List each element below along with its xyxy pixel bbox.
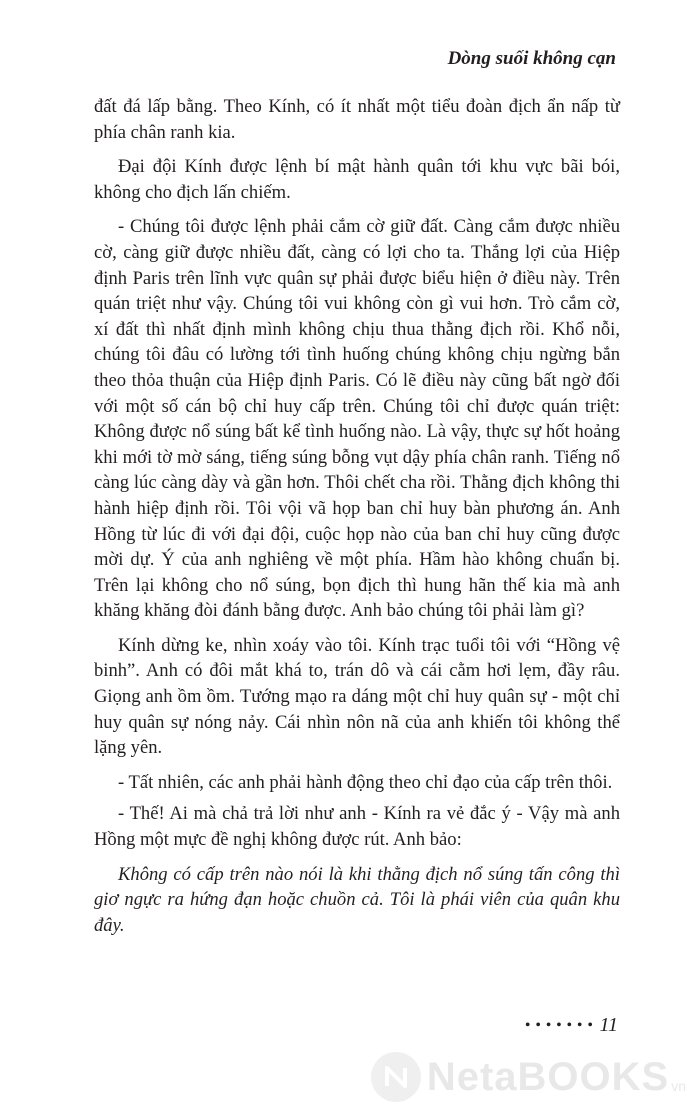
watermark-brand: NetaBOOKS <box>426 1054 670 1099</box>
page-footer <box>525 1014 618 1037</box>
watermark-tld: vn <box>671 1078 686 1094</box>
paragraph-4: Kính dừng ke, nhìn xoáy vào tôi. Kính trạc tuổi tôi với “Hồng vệ binh”. Anh có đôi mắt khá to, trán dô và cái cằm hơi lẹm, đầy râu. Giọng anh ồm ồm. Tướng mạo ra dáng một chỉ huy quân sự - một chỉ huy quân sự nóng nảy. Cái nhìn nôn nã của anh khiến tôi không thể lặng yên. <box>94 634 620 759</box>
paragraph-1: đất đá lấp bằng. Theo Kính, có ít nhất một tiểu đoàn địch ẩn nấp từ phía chân ranh kia. <box>94 96 620 143</box>
watermark <box>371 1052 686 1102</box>
paragraph-3: - Chúng tôi được lệnh phải cắm cờ giữ đất. Càng cắm được nhiều cờ, càng giữ được nhiều đất, càng có lợi cho ta. Thắng lợi của Hiệp định Paris trên lĩnh vực quân sự phải được biểu hiện ở điều này. Trên quán triệt như vậy. Chúng tôi vui không còn gì vui hơn. Trò cắm cờ, xí đất thì nhất định mình không chịu thua thằng địch rồi. Khổ nỗi, chúng tôi đâu có lường tới tình huống chúng không chịu ngừng bắn theo thỏa thuận của Hiệp định Paris. Có lẽ điều này cũng bất ngờ đối với một số cán bộ chỉ huy cấp trên. Chúng tôi chỉ được quán triệt: Không được nổ súng bất kể tình huống nào. Là vậy, thực sự hốt hoảng khi mới tờ mờ sáng, tiếng súng bỗng vụt dậy phía chân ranh. Tiếng nổ càng lúc càng dày và gần hơn. Thôi chết cha rồi. Thằng địch không thi hành hiệp định rồi. Tôi vội vã họp ban chỉ huy bàn phương án. Anh Hồng từ lúc đi với đại đội, cuộc họp nào của ban chỉ huy cũng được mời dự. Ý của anh nghiêng về một phía. Hầm hào không chuẩn bị. Trên lại không cho nổ súng, bọn địch thì hung hãn thế kia mà anh khăng khăng đòi đánh bằng được. Anh bảo chúng tôi phải làm gì? <box>94 216 620 622</box>
paragraph-7-quote: Không có cấp trên nào nói là khi thằng địch nổ súng tấn công thì giơ ngực ra hứng đạn hoặc chuồn cả. Tôi là phái viên của quân khu đây. <box>94 863 620 936</box>
paragraph-5: - Tất nhiên, các anh phải hành động theo chỉ đạo của cấp trên thôi. <box>118 771 613 793</box>
page-number: 11 <box>599 1014 618 1036</box>
running-head: Dòng suối không cạn <box>447 48 616 69</box>
paragraph-2: Đại đội Kính được lệnh bí mật hành quân tới khu vực bãi bói, không cho địch lấn chiếm. <box>94 156 620 203</box>
page-body <box>94 94 620 947</box>
netabooks-logo-icon <box>371 1052 421 1102</box>
paragraph-6: - Thế! Ai mà chả trả lời như anh - Kính ra vẻ đắc ý - Vậy mà anh Hồng một mực đề nghị không được rút. Anh bảo: <box>94 803 620 851</box>
footer-dot-leader: • • • • • • • <box>525 1017 594 1033</box>
